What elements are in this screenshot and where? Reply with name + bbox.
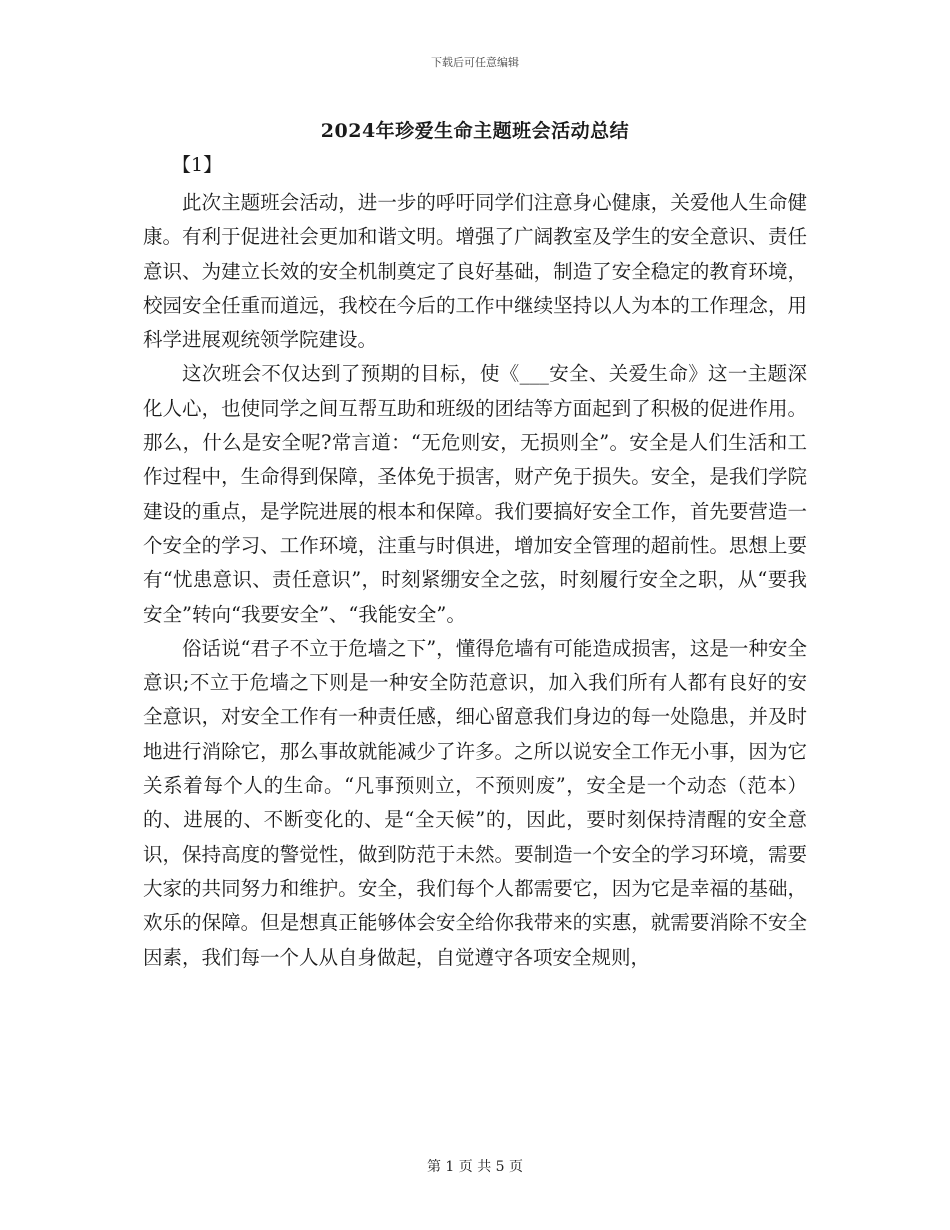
paragraph-3: 俗话说“君子不立于危墙之下”，懂得危墙有可能造成损害，这是一种安全意识;不立于危墙之下则是一种安全防范意识，加入我们所有人都有良好的安全意识，对安全工作有一种责任感，细心留意我们身边的每一处隐患，并及时地进行消除它，那么事故就能减少了许多。之所以说安全工作无小事，因为它关系着每个人的生命。“凡事预则立，不预则废”，安全是一个动态（范本）的、进展的、不断变化的、是“全天候”的，因此，要时刻保持清醒的安全意识，保持高度的警觉性，做到防范于未然。要制造一个安全的学习环境，需要大家的共同努力和维护。安全，我们每个人都需要它，因为它是幸福的基础，欢乐的保障。但是想真正能够体会安全给你我带来的实惠，就需要消除不安全因素，我们每一个人从自身做起，自觉遵守各项安全规则，	[143, 636, 807, 969]
document-body	[143, 186, 807, 975]
page-number: 第 1 页 共 5 页	[426, 1159, 524, 1175]
paragraph-1: 此次主题班会活动，进一步的呼吁同学们注意身心健康，关爱他人生命健康。有利于促进社会更加和谐文明。增强了广阔教室及学生的安全意识、责任意识、为建立长效的安全机制奠定了良好基础，制造了安全稳定的教育环境，校园安全任重而道远，我校在今后的工作中继续坚持以人为本的工作理念，用科学进展观统领学院建设。	[143, 191, 807, 352]
document-title: 2024年珍爱生命主题班会活动总结	[320, 120, 630, 142]
paragraph-2: 这次班会不仅达到了预期的目标，使《___安全、关爱生命》这一主题深化人心，也使同学之间互帮互助和班级的团结等方面起到了积极的促进作用。那么，什么是安全呢?常言道：“无危则安，无损则全”。安全是人们生活和工作过程中，生命得到保障，圣体免于损害，财产免于损失。安全，是我们学院建设的重点，是学院进展的根本和保障。我们要搞好安全工作，首先要营造一个安全的学习、工作环境，注重与时俱进，增加安全管理的超前性。思想上要有“忧患意识、责任意识”，时刻紧绷安全之弦，时刻履行安全之职，从“要我安全”转向“我要安全”、“我能安全”。	[143, 362, 807, 626]
section-marker: 【1】	[172, 154, 223, 176]
page-header-note: 下载后可任意编辑	[431, 56, 519, 69]
